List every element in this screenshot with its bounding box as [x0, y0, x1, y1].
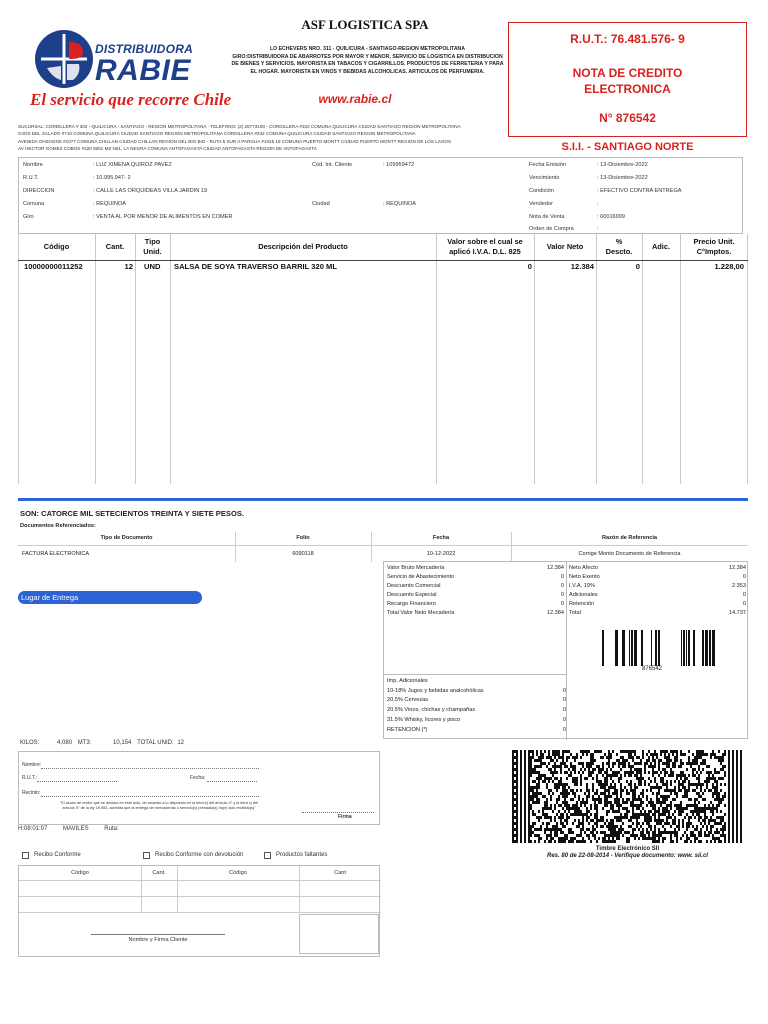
branch-line: AVENIDA OHIGGINS #1077 COMUNA CHILLAN CIUDAD CHILLAN REGION DEL BIO BIO - RUTA 5 SUR A PARGUA #1025 18 COMUNA PUERTO MONTT CIUDAD PUERTO MONTT REGION DE LOS LAGOS: [18, 138, 452, 144]
vencimiento-value: : 13-Diciembre-2022: [597, 175, 648, 181]
total-value: 2.353: [732, 583, 746, 589]
total-label: Retención: [569, 601, 595, 607]
imp-value: 0: [562, 707, 566, 713]
imp-value: 0: [562, 688, 566, 694]
devolucion-label: Recibo Conforme con devolución: [155, 852, 244, 858]
returns-table: [18, 865, 380, 957]
ref-header-razon: Razón de Referencia: [601, 535, 658, 541]
cod-cliente-value: : 109959472: [383, 162, 415, 168]
ruta-label: Ruta:: [104, 826, 119, 832]
total-value: 0: [560, 583, 564, 589]
nota-venta-label: Nota de Venta: [529, 214, 565, 220]
ref-tipo: FACTURA ELECTRONICA: [22, 551, 90, 557]
address-line: GIRO:DISTRIBUIDORA DE ABARROTES POR MAYOR Y MENOR, SERVICIO DE LOGISTICA EN DISTRIBUCION: [232, 53, 503, 60]
branch-line: AV HECTOR GOMEZ COBOS #420 8001 MZ N51, LA NEGRA COMUNA ANTOFAGASTA CIUDAD ANTOFAGASTA REGION DE ANTOFAGASTA: [18, 146, 317, 152]
rut-box: [508, 22, 747, 137]
comuna-value: : REQUINOA: [93, 201, 126, 207]
comuna-label: Comuna: [23, 201, 45, 207]
firma-label: Firma: [338, 814, 352, 820]
barcode-number: 876542: [642, 666, 663, 672]
faltantes-checkbox[interactable]: [264, 852, 271, 859]
total-value: 0: [560, 601, 564, 607]
direccion-label: DIRECCION: [23, 188, 55, 194]
imp-value: 0: [562, 727, 566, 733]
timbre-label: Timbre Electrónico SII: [595, 846, 660, 852]
total-value: 12.384: [728, 565, 746, 571]
timbre-resolution: Res. 80 de 22-08-2014 - Verifique documento: www. sii.cl: [547, 853, 708, 859]
kilos-label: KILOS:: [20, 740, 40, 746]
total-label: Neto Afecto: [569, 565, 598, 571]
company-address: [225, 46, 510, 76]
fecha-emision-value: : 13-Diciembre-2022: [597, 162, 648, 168]
rut-value: : 10.995.947- 2: [93, 175, 131, 181]
valor-line2: aplicó I.V.A. D.L. 825: [449, 246, 521, 256]
precio-line2: C°Imptos.: [696, 246, 732, 256]
total-value: 14.737: [728, 610, 746, 616]
total-value: 0: [742, 574, 746, 580]
precio-line1: Precio Unit.: [693, 237, 735, 246]
total-value: 0: [742, 592, 746, 598]
total-label: Neto Exento: [569, 574, 600, 580]
ciudad-label: Ciudad: [312, 201, 330, 207]
timbre-electronico-pdf417-icon: [512, 750, 744, 843]
document-type-line1: NOTA DE CREDITO: [572, 66, 683, 80]
website-link[interactable]: www.rabie.cl: [318, 92, 392, 106]
imp-value: 0: [562, 717, 566, 723]
faltantes-label: Productos faltantes: [276, 852, 328, 858]
ref-razon: Corrige Monto Documento de Referencia: [578, 551, 681, 557]
col-header-tipo: [135, 237, 170, 256]
ref-header-tipo: Tipo de Documento: [100, 535, 153, 541]
total-label: Total Valor Neto Mecadería: [387, 610, 455, 616]
document-barcode-icon: [602, 630, 716, 666]
branch-line: OJOS DEL SALADO #710 COMUNA QUILICURA CIUDAD SANTIAGO REGION METROPOLITANA CORDILLERA #332 COMUNA QUILICURA CIUDAD SANTIAGO REGION METROPOLITANA: [18, 131, 416, 137]
row-codigo: 10000000011252: [24, 262, 83, 271]
recibo-conforme-checkbox[interactable]: [22, 852, 29, 859]
nombre-value: : LUZ XIMENA QUIROZ PAVEZ: [93, 162, 172, 168]
rut-label: R.U.T.: [23, 175, 39, 181]
total-label: Descuento Comercial: [387, 583, 441, 589]
col-header-valor-iva: [436, 237, 534, 256]
total-label: I.V.A. 19%: [569, 583, 595, 589]
tipo-line2: Unid.: [143, 246, 162, 256]
sig-recinto-label: Recinto:: [22, 790, 41, 796]
sii-office: S.I.I. - SANTIAGO NORTE: [561, 141, 694, 153]
total-value: 0: [560, 574, 564, 580]
giro-value: : VENTA AL POR MENOR DE ALIMENTOS EN COMER: [93, 214, 233, 220]
references-title: Documentos Referenciados:: [20, 523, 96, 529]
return-cant-header: Cant.: [152, 870, 166, 876]
imp-value: 0: [562, 697, 566, 703]
orden-compra-label: Orden de Compra: [529, 226, 574, 232]
total-label: Recargo Financiero: [387, 601, 436, 607]
total-value: 0: [742, 601, 746, 607]
references-table: [18, 532, 748, 562]
imp-label: 20.5% Cervezas: [387, 697, 429, 703]
vendedor-value: :: [597, 201, 599, 207]
return-codigo-header: Código: [71, 870, 89, 876]
orden-compra-value: :: [597, 226, 599, 232]
cod-cliente-label: Cód. Int. Cliente: [312, 162, 353, 168]
col-header-precio: [680, 237, 748, 256]
kilos-value: 4,080: [57, 740, 73, 746]
total-label: Valor Bruto Mercadería: [387, 565, 445, 571]
imp-title: Imp. Adicionales: [387, 678, 428, 684]
valor-line1: Valor sobre el cual se: [447, 237, 523, 246]
total-unid-label: TOTAL UNID:: [137, 740, 174, 746]
rabie-logo-icon: [33, 28, 95, 90]
document-number: N° 876542: [599, 111, 656, 125]
vencimiento-label: Vencimiento: [529, 175, 560, 181]
col-header-descripcion: Descripción del Producto: [258, 242, 348, 251]
total-value: 12.384: [546, 565, 564, 571]
row-descripcion: SALSA DE SOYA TRAVERSO BARRIL 320 ML: [174, 262, 338, 271]
print-time: H:08:01:07: [18, 826, 48, 832]
col-header-cant: Cant.: [105, 242, 125, 251]
col-header-adic: Adic.: [651, 242, 671, 251]
divider: [18, 498, 748, 501]
branch-line: SUCURSAL: CORDILLERA # 302 - QUILICURA - SANTIAGO - REGION METROPOLITANA - TELEFONO: (2) 26773100 - CORDILLERA #332 COMUNA QUILICURA CIUDAD SANTIAGO REGION METROPOLITANA: [18, 124, 461, 129]
brand-name: RABIE: [95, 54, 191, 87]
total-label: Adicionales: [569, 592, 598, 598]
tipo-line1: Tipo: [144, 237, 161, 246]
sig-rut-label: R.U.T.:: [22, 775, 38, 781]
row-descto: 0: [635, 262, 640, 271]
address-line: DE BIENES Y SERVICIOS, MAYORISTA EN TABACOS Y CIGARRILLOS. PRODUCTOS DE FERRETERIA Y PARA: [231, 61, 504, 68]
row-valor: 0: [527, 262, 532, 271]
condicion-value: : EFECTIVO CONTRA ENTREGA: [597, 188, 682, 194]
stamp-area: [299, 914, 379, 954]
imp-label: 31.5% Whisky, licores y pisco: [387, 717, 461, 723]
ref-folio: 6090118: [292, 551, 314, 557]
ref-fecha: 10-12-2022: [426, 551, 456, 557]
nota-venta-value: : 60016999: [597, 214, 625, 220]
descto-line1: %: [615, 237, 623, 246]
row-neto: 12.384: [570, 262, 594, 271]
client-info-box: [18, 157, 743, 234]
total-label: Descuento Especial: [387, 592, 437, 598]
amount-in-words: SON: CATORCE MIL SETECIENTOS TREINTA Y SIETE PESOS.: [20, 509, 245, 518]
products-table: [18, 234, 748, 484]
legal-text: "El acuse de recibo que se declara en este acto, de acuerdo a lo dispuesto en la letra b) del artículo 4° y la letra c) del artículo 5° de la ley 19.983, acredita que la entrega de mercaderías o servicio(s) prestado(s) ha(n) sido recibido(s)": [59, 801, 259, 811]
company-name: ASF LOGISTICA SPA: [301, 17, 429, 32]
imp-label: RETENCION (*): [387, 727, 428, 733]
imp-label: 20.5% Vinos, chichas y champañas: [387, 707, 476, 713]
row-tipo: UND: [144, 262, 161, 271]
address-line: EL HOGAR. MAYORISTA EN VINOS Y BEBIDAS ALCOHOLICAS. ARTICULOS DE PERFUMERIA.: [250, 68, 485, 75]
giro-label: Giro: [23, 214, 34, 220]
brand-name-small: DISTRIBUIDORA: [95, 42, 193, 56]
totals-box: [383, 561, 748, 739]
row-cant: 12: [124, 262, 133, 271]
imp-label: 10-18% Jugos y bebidas analcohólicas: [387, 688, 484, 694]
sig-fecha-label: Fecha:: [190, 775, 206, 781]
total-value: 0: [560, 592, 564, 598]
print-user: MAVILES: [63, 826, 89, 832]
return-codigo-header-2: Código: [229, 870, 247, 876]
return-cant-header-2: Cant: [334, 870, 346, 876]
address-line: LO ECHEVERS NRO. 311 - QUILICURA - SANTIAGO-REGION METROPOLITANA: [269, 46, 466, 52]
total-value: 12.384: [546, 610, 564, 616]
receipt-signature-box: [18, 751, 380, 825]
condicion-label: Condición: [529, 188, 554, 194]
col-header-neto: Valor Neto: [546, 242, 584, 251]
nombre-label: Nombre: [23, 162, 43, 168]
col-header-descto: [596, 237, 642, 256]
document-type: [509, 65, 746, 97]
brand-slogan: El servicio que recorre Chile: [30, 90, 232, 109]
fecha-emision-label: Fecha Emisión: [529, 162, 566, 168]
document-type-line2: ELECTRONICA: [584, 82, 671, 97]
ciudad-value: : REQUINOA: [383, 201, 416, 207]
total-unid-value: 12: [177, 740, 184, 746]
lugar-entrega: Lugar de Entrega: [18, 591, 202, 604]
mt3-value: 10,154: [113, 740, 132, 746]
recibo-conforme-label: Recibo Conforme: [34, 852, 81, 858]
branch-list: [18, 123, 488, 152]
vendedor-label: Vendedor: [529, 201, 553, 207]
sig-nombre-label: Nombre:: [22, 762, 42, 768]
time-line: [18, 826, 119, 832]
total-label: Servicio de Abastecimiento: [387, 574, 455, 580]
ref-header-fecha: Fecha: [432, 535, 450, 541]
devolucion-checkbox[interactable]: [143, 852, 150, 859]
row-precio: 1.228,00: [714, 262, 744, 271]
ref-header-folio: Folio: [296, 535, 310, 541]
descto-line2: Descto.: [605, 246, 633, 256]
col-header-codigo: Código: [43, 242, 70, 251]
total-label: Total: [569, 610, 581, 616]
direccion-value: : CALLE LAS ORQUIDEAS VILLA JARDIN 19: [93, 188, 208, 194]
issuer-rut: R.U.T.: 76.481.576- 9: [570, 32, 685, 46]
kilos-line: [20, 740, 184, 746]
client-signature-label: Nombre y Firma Cliente: [128, 937, 188, 943]
mt3-label: MT3:: [77, 740, 92, 746]
